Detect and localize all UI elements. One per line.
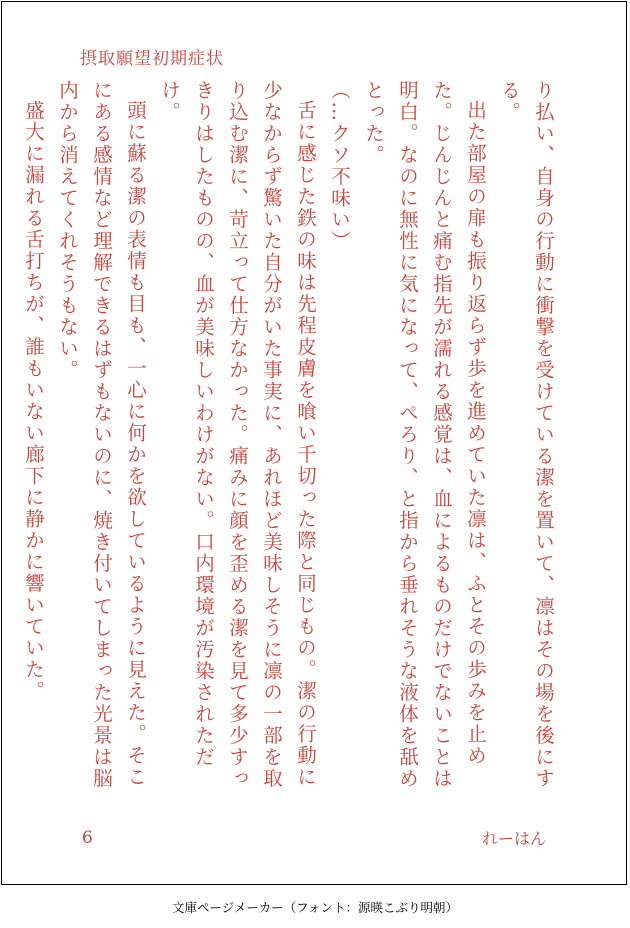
paragraph-4: 舌に感じた鉄の味は先程皮膚を喰い千切った際と同じもの。潔の行動に少なからず驚いた自分がいた事実に、あれほど美味しそうに凛の一部を取り込む潔に、苛立って仕方なかった。痛みに顔を歪める潔を見て多少すっきりはしたものの、血が美味しいわけがない。口内環境が汚染されただけ。 xyxy=(158,80,317,790)
running-header-title: 摂取願望初期症状 xyxy=(80,49,224,69)
paragraph-5: 頭に蘇る潔の表情も目も、一心に何かを欲しているように見えた。そこにある感情など理解できるはずもないのに、焼き付いてしまった光景は脳内から消えてくれそうもない。 xyxy=(56,80,147,790)
paragraph-6: 盛大に漏れる舌打ちが、誰もいない廊下に静かに響いていた。 xyxy=(22,99,45,702)
author-name: れーはん xyxy=(481,829,546,848)
paragraph-3-thought: （…クソ不味い） xyxy=(328,80,351,252)
page-number: 6 xyxy=(82,828,93,848)
paragraph-1: り払い、自身の行動に衝撃を受けている潔を置いて、凛はその場を後にする。 xyxy=(498,80,555,790)
paragraph-2: 出た部屋の扉も振り返らず歩を進めていた凛は、ふとその歩みを止めた。じんじんと痛む指先が濡れる感覚は、血によるものだけでないことは明白。なのに無性に気になって、ぺろり、と指から垂れそうな液体を舐めとった。 xyxy=(362,80,487,790)
vertical-body-text xyxy=(16,80,560,790)
book-page xyxy=(1,1,627,885)
generator-caption: 文庫ページメーカー（フォント：源暎こぶり明朝） xyxy=(171,900,458,915)
